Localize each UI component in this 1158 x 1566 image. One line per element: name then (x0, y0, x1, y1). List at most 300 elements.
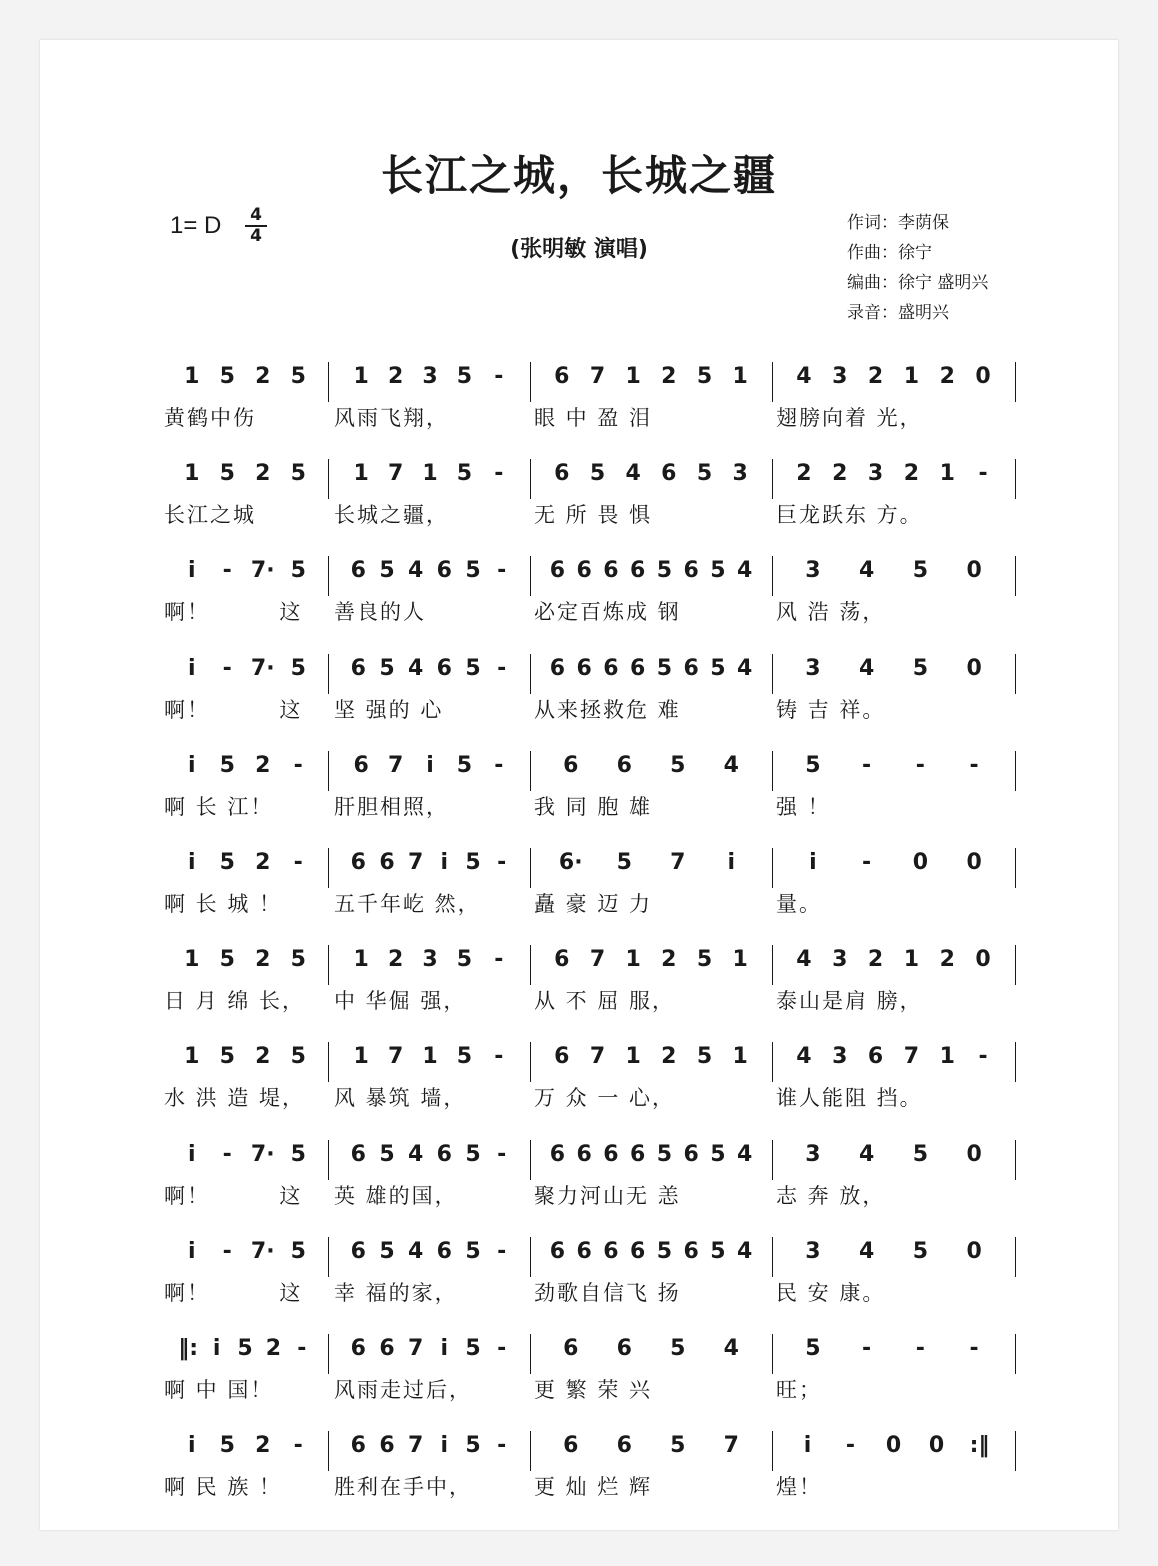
note: 5 (465, 1238, 481, 1264)
note: 1 (353, 1044, 369, 1070)
note: 5 (912, 655, 929, 681)
note: 2 (255, 1433, 271, 1459)
note: 4 (858, 655, 875, 681)
note: 2 (796, 461, 812, 487)
note: 6 (350, 655, 366, 681)
note: i (809, 850, 817, 875)
note: 4 (796, 364, 812, 389)
note: 4 (796, 947, 812, 973)
lyric-line: 煌！ (776, 1475, 822, 1500)
lyric-line: 啊！ 这 (164, 600, 303, 625)
note: 2 (939, 364, 955, 389)
note: 0 (885, 1433, 902, 1459)
note: - (293, 850, 303, 875)
note: 5 (465, 1336, 481, 1361)
note: - (862, 752, 872, 778)
bar-line (772, 654, 773, 694)
note: 4 (736, 655, 753, 681)
note: 5 (656, 655, 673, 681)
note: 6 (629, 1141, 646, 1167)
note: 4 (858, 558, 875, 584)
note: 6 (563, 1433, 579, 1459)
note: 7 (670, 850, 686, 875)
lyric-line: 翅膀向着 光， (776, 406, 923, 430)
note: 5 (710, 655, 726, 681)
note: - (862, 850, 872, 875)
note: - (494, 1044, 504, 1070)
sheet-page (40, 40, 1118, 1530)
note: 6 (379, 1336, 395, 1361)
lyric-line: 啊 民 族 ！ (164, 1475, 283, 1500)
lyric-line: 风 浩 荡， (776, 600, 886, 625)
note: i (187, 1141, 196, 1167)
bar-line (772, 556, 773, 596)
note: 3 (805, 558, 821, 584)
note: :‖ (969, 1433, 990, 1459)
lyric-line: 志 奔 放， (776, 1183, 886, 1208)
note: 6 (554, 947, 570, 973)
lyric-line: 矗 豪 迈 力 (534, 892, 653, 916)
note: 6 (576, 558, 592, 584)
note: 6 (603, 655, 619, 681)
note: 5 (237, 1336, 253, 1361)
note: 5 (290, 1141, 306, 1167)
note: 4 (408, 558, 424, 584)
note: 6 (436, 1141, 452, 1167)
note: 5 (670, 1336, 686, 1361)
bar-line (328, 1042, 329, 1082)
note: 2 (255, 461, 271, 487)
note: 5 (379, 1238, 395, 1264)
note: 6 (616, 752, 632, 778)
note: 6 (350, 1141, 366, 1167)
lyric-line: 眼 中 盈 泪 (534, 406, 653, 430)
lyric-line: 胜利在手中， (334, 1475, 472, 1500)
lyric-line: 更 繁 荣 兴 (534, 1378, 653, 1402)
bar-line (530, 654, 531, 694)
note: - (862, 1336, 872, 1361)
note: 5 (219, 752, 235, 778)
bar-line (1015, 848, 1016, 888)
bar-line (772, 945, 773, 985)
note: - (978, 461, 988, 487)
bar-line (1015, 1334, 1016, 1374)
note: 3 (422, 947, 438, 973)
bar-line (530, 1042, 531, 1082)
note: 6 (436, 558, 452, 584)
note: 6 (436, 1238, 452, 1264)
note: 5 (219, 947, 235, 973)
lyric-line: 日 月 绵 长， (164, 989, 306, 1014)
lyric-line: 从来拯救危 难 (534, 697, 681, 722)
note: i (187, 1238, 196, 1264)
note: 5 (219, 1044, 235, 1070)
lyric-line: 劲歌自信飞 扬 (534, 1280, 681, 1305)
note: 0 (975, 947, 991, 973)
note: 6 (683, 1141, 699, 1167)
credit-arranger: 编曲：徐宁 盛明兴 (847, 273, 989, 293)
time-signature-bottom: 4 (250, 226, 262, 246)
note: 5 (710, 1141, 726, 1167)
lyric-line: 啊 长 江！ (164, 794, 274, 819)
bar-line (530, 1140, 531, 1180)
note: 5 (290, 655, 306, 681)
note: 1 (732, 364, 748, 389)
note: - (297, 1336, 307, 1361)
note: i (187, 752, 196, 778)
note: 0 (966, 1238, 982, 1264)
bar-line (530, 1334, 531, 1374)
note: 4 (408, 1141, 424, 1167)
bar-line (530, 1431, 531, 1471)
note: 6 (576, 1141, 592, 1167)
note: 5 (456, 1044, 473, 1070)
bar-line (1015, 1431, 1016, 1471)
note: 5 (616, 850, 632, 875)
singer-credit: (张明敏 演唱) (510, 237, 648, 262)
note: 2 (661, 1044, 677, 1070)
note: 7 (408, 1336, 424, 1361)
bar-line (1015, 1140, 1016, 1180)
bar-line (328, 459, 329, 499)
note: 7 (589, 364, 606, 389)
note: - (497, 1141, 507, 1167)
note: - (497, 1433, 507, 1459)
note: 5 (656, 1141, 673, 1167)
note: - (915, 752, 925, 778)
note: 1 (903, 947, 920, 973)
note: 5 (290, 1238, 306, 1264)
note: 6 (867, 1044, 884, 1070)
lyric-line: 从 不 屈 服， (534, 989, 676, 1014)
note: 7 (589, 1044, 606, 1070)
lyric-line: 英 雄的国， (334, 1183, 458, 1208)
note: 7· (250, 1238, 275, 1264)
note: 5 (710, 558, 726, 584)
note: 2 (255, 752, 271, 778)
note: 7 (723, 1433, 739, 1459)
note: 5 (290, 364, 306, 389)
note: i (727, 850, 736, 875)
lyric-line: 必定百炼成 钢 (534, 600, 681, 625)
note: 1 (422, 1044, 438, 1070)
bar-line (530, 556, 531, 596)
note: 5 (805, 1336, 821, 1361)
note: - (222, 1238, 232, 1264)
note: 0 (966, 655, 982, 681)
credit-recording: 录音：盛明兴 (847, 303, 949, 323)
note: 5 (912, 1141, 929, 1167)
note: 4 (858, 1141, 875, 1167)
note: - (497, 655, 507, 681)
note: 4 (723, 1336, 739, 1361)
note: 5 (290, 461, 306, 487)
note: 5 (465, 1433, 481, 1459)
note: 0 (966, 850, 982, 875)
lyric-line: 长城之疆， (334, 503, 449, 528)
note: 6 (549, 1238, 566, 1264)
note: 5 (465, 1141, 481, 1167)
credit-composer: 作曲：徐宁 (847, 243, 932, 263)
note: 3 (422, 364, 438, 389)
note: 4 (796, 1044, 812, 1070)
note: 3 (832, 364, 848, 389)
note: 0 (928, 1433, 945, 1459)
bar-line (530, 459, 531, 499)
bar-line (1015, 1237, 1016, 1277)
note: 5 (379, 1141, 395, 1167)
bar-line (772, 1237, 773, 1277)
note: 3 (732, 461, 748, 487)
note: - (497, 558, 507, 584)
bar-line (772, 1334, 773, 1374)
lyric-line: 黄鹤中伤 (164, 406, 256, 430)
note: 2 (867, 947, 884, 973)
bar-line (772, 1140, 773, 1180)
note: 6 (554, 364, 570, 389)
note: 6 (563, 752, 579, 778)
note: i (440, 1336, 449, 1361)
lyric-line: 万 众 一 心， (534, 1086, 676, 1111)
note: 5 (912, 1238, 929, 1264)
bar-line (328, 654, 329, 694)
bar-line (1015, 1042, 1016, 1082)
note: i (803, 1433, 812, 1459)
note: 1 (732, 947, 748, 973)
note: 6 (350, 1336, 366, 1361)
note: 4 (736, 1141, 753, 1167)
note: 2 (387, 947, 404, 973)
note: 5 (456, 461, 473, 487)
lyric-line: 旺； (776, 1378, 822, 1402)
lyric-line: 啊！ 这 (164, 1183, 303, 1208)
bar-line (530, 945, 531, 985)
note: 2 (867, 364, 884, 389)
lyric-line: 肝胆相照， (334, 794, 449, 819)
note: 1 (625, 364, 641, 389)
note: 2 (255, 850, 271, 875)
bar-line (328, 1140, 329, 1180)
note: 5 (290, 558, 306, 584)
note: i (440, 850, 449, 875)
note: 5 (219, 461, 235, 487)
note: 5 (670, 752, 686, 778)
note: i (440, 1433, 449, 1459)
note: i (212, 1336, 221, 1361)
note: 4 (858, 1238, 875, 1264)
lyric-line: 坚 强的 心 (334, 697, 444, 722)
lyric-line: 啊 中 国！ (164, 1378, 274, 1402)
bar-line (328, 1237, 329, 1277)
note: 7· (250, 1141, 275, 1167)
note: i (187, 655, 196, 681)
bar-line (772, 459, 773, 499)
note: 6 (603, 558, 619, 584)
note: - (293, 752, 303, 778)
bar-line (530, 1237, 531, 1277)
note: 5 (219, 1433, 235, 1459)
note: 2 (832, 461, 848, 487)
note: - (497, 1238, 507, 1264)
note: 7 (387, 461, 404, 487)
note: 5 (219, 850, 235, 875)
lyric-line: 风雨走过后， (334, 1378, 472, 1402)
note: 7 (589, 947, 606, 973)
note: 5 (670, 1433, 686, 1459)
note: 5 (696, 1044, 713, 1070)
note: - (494, 461, 504, 487)
note: 4 (408, 655, 424, 681)
note: 5 (219, 364, 235, 389)
note: 1 (625, 1044, 641, 1070)
note: 6 (629, 655, 646, 681)
note: 2 (387, 364, 404, 389)
note: 2 (255, 947, 271, 973)
lyric-line: 铸 吉 祥。 (776, 697, 886, 722)
note: i (187, 558, 196, 584)
note: 7 (408, 1433, 424, 1459)
note: 4 (736, 1238, 753, 1264)
note: 6 (576, 655, 592, 681)
note: 5 (696, 947, 713, 973)
note: 6 (350, 850, 366, 875)
note: 5 (805, 752, 821, 778)
note: 4 (408, 1238, 424, 1264)
lyric-line: 水 洪 造 堤， (164, 1086, 306, 1111)
note: 5 (656, 558, 673, 584)
note: 2 (661, 364, 677, 389)
note: 6 (616, 1336, 632, 1361)
bar-line (772, 848, 773, 888)
note: 1 (184, 947, 200, 973)
lyric-line: 泰山是肩 膀， (776, 989, 923, 1014)
note: 6 (683, 558, 699, 584)
bar-line (772, 1431, 773, 1471)
bar-line (328, 751, 329, 791)
note: 7· (250, 655, 275, 681)
lyric-line: 我 同 胞 雄 (534, 794, 653, 819)
note: 6 (683, 655, 699, 681)
lyric-line: 中 华倔 强， (334, 989, 467, 1014)
note: - (494, 947, 504, 973)
note: 5 (465, 655, 481, 681)
bar-line (328, 1334, 329, 1374)
lyric-line: 谁人能阻 挡。 (776, 1086, 923, 1111)
note: 6 (629, 558, 646, 584)
note: 6 (350, 1238, 366, 1264)
note: 1 (939, 1044, 955, 1070)
note: i (187, 850, 196, 875)
bar-line (530, 848, 531, 888)
note: 2 (939, 947, 955, 973)
note: 6 (563, 1336, 579, 1361)
lyric-line: 风 暴筑 墙， (334, 1086, 467, 1111)
lyric-line: 民 安 康。 (776, 1280, 886, 1305)
note: 5 (379, 558, 395, 584)
note: 6 (549, 1141, 566, 1167)
note: 6· (558, 850, 583, 875)
note: - (845, 1433, 856, 1459)
note: 6 (353, 752, 369, 778)
note: - (969, 752, 979, 778)
note: 0 (966, 558, 982, 584)
note: 6 (554, 461, 570, 487)
note: 6 (379, 1433, 395, 1459)
bar-line (772, 1042, 773, 1082)
note: - (494, 752, 504, 778)
note: 1 (184, 364, 200, 389)
note: - (497, 850, 507, 875)
lyric-line: 啊！ 这 (164, 697, 303, 722)
note: 1 (903, 364, 920, 389)
note: - (978, 1044, 988, 1070)
note: 3 (832, 947, 848, 973)
note: 6 (379, 850, 395, 875)
note: 5 (290, 1044, 306, 1070)
note: 0 (912, 850, 929, 875)
note: 1 (732, 1044, 748, 1070)
lyric-line: 幸 福的家， (334, 1280, 458, 1305)
note: 6 (350, 1433, 366, 1459)
bar-line (1015, 362, 1016, 402)
lyric-line: 啊 长 城 ！ (164, 892, 283, 916)
note: 4 (625, 461, 641, 487)
note: 7· (250, 558, 275, 584)
bar-line (1015, 654, 1016, 694)
note: - (497, 1336, 507, 1361)
note: 5 (456, 364, 473, 389)
lyric-line: 善良的人 (334, 600, 426, 625)
note: 6 (576, 1238, 592, 1264)
note: 7 (387, 1044, 404, 1070)
note: 2 (255, 364, 271, 389)
bar-line (328, 945, 329, 985)
lyric-line: 风雨飞翔， (334, 406, 449, 430)
note: 5 (465, 558, 481, 584)
note: 3 (805, 655, 821, 681)
time-signature-top: 4 (250, 205, 262, 225)
note: 1 (353, 364, 369, 389)
note: 2 (265, 1336, 282, 1361)
note: 6 (616, 1433, 632, 1459)
key-signature: 1= D (170, 212, 222, 239)
bar-line (328, 848, 329, 888)
note: 6 (549, 655, 566, 681)
credit-lyricist: 作词：李荫保 (847, 213, 949, 233)
note: 5 (912, 558, 929, 584)
note: 5 (696, 461, 713, 487)
note: 6 (350, 558, 366, 584)
note: 6 (629, 1238, 646, 1264)
note: 7 (387, 752, 404, 778)
bar-line (1015, 751, 1016, 791)
note: 5 (456, 947, 473, 973)
note: 2 (661, 947, 677, 973)
note: 1 (184, 1044, 200, 1070)
note: 3 (805, 1141, 821, 1167)
lyric-line: 啊！ 这 (164, 1280, 303, 1305)
note: - (494, 364, 504, 389)
note: 3 (832, 1044, 848, 1070)
note: 6 (554, 1044, 570, 1070)
note: - (222, 558, 232, 584)
bar-line (530, 362, 531, 402)
note: 5 (465, 850, 481, 875)
song-title: 长江之城，长城之疆 (380, 151, 777, 200)
note: 1 (422, 461, 438, 487)
note: 1 (353, 461, 369, 487)
note: - (969, 1336, 979, 1361)
